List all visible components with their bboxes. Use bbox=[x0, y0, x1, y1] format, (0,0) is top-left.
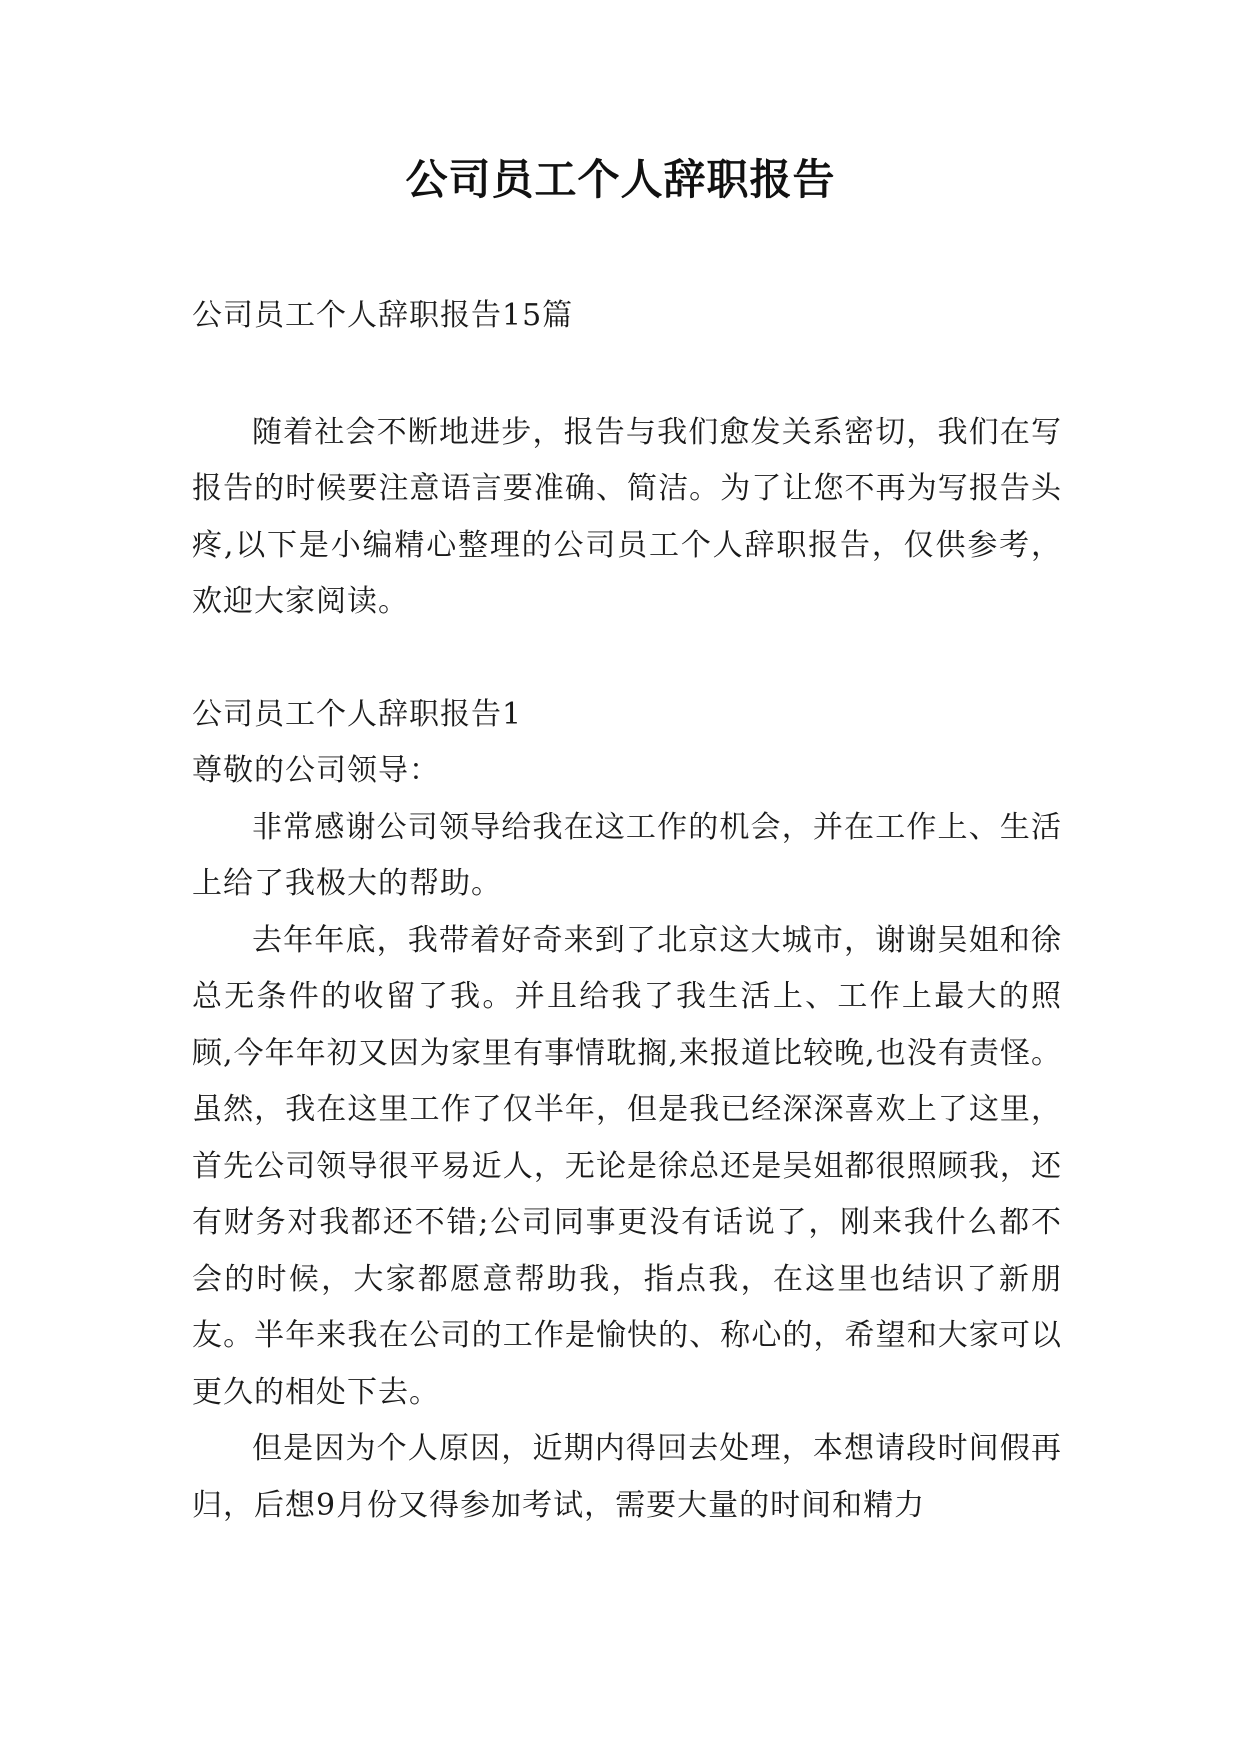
body-paragraph: 但是因为个人原因，近期内得回去处理，本想请段时间假再归，后想9月份又得参加考试，需要大量的时间和精力 bbox=[192, 1431, 1062, 1523]
section-title: 公司员工个人辞职报告1 bbox=[192, 696, 523, 732]
salutation: 尊敬的公司领导： bbox=[192, 753, 440, 788]
body-paragraph: 去年年底，我带着好奇来到了北京这大城市，谢谢吴姐和徐总无条件的收留了我。并且给我了我生活上、工作上最大的照顾,今年年初又因为家里有事情耽搁,来报道比较晚,也没有责怪。虽然，我在这里工作了仅半年，但是我已经深深喜欢上了这里，首先公司领导很平易近人，无论是徐总还是吴姐都很照顾我，还有财务对我都还不错;公司同事更没有话说了，刚来我什么都不会的时候，大家都愿意帮助我，指点我，在这里也结识了新朋友。半年来我在公司的工作是愉快的、称心的，希望和大家可以更久的相处下去。 bbox=[192, 922, 1062, 1410]
intro-paragraph: 随着社会不断地进步，报告与我们愈发关系密切，我们在写报告的时候要注意语言要准确、简洁。为了让您不再为写报告头疼,以下是小编精心整理的公司员工个人辞职报告，仅供参考，欢迎大家阅读。 bbox=[192, 414, 1062, 619]
document-body bbox=[192, 288, 1062, 1534]
body-paragraph: 非常感谢公司领导给我在这工作的机会，并在工作上、生活上给了我极大的帮助。 bbox=[192, 809, 1062, 901]
document-title: 公司员工个人辞职报告 bbox=[405, 155, 836, 204]
document-subtitle: 公司员工个人辞职报告15篇 bbox=[192, 298, 574, 333]
